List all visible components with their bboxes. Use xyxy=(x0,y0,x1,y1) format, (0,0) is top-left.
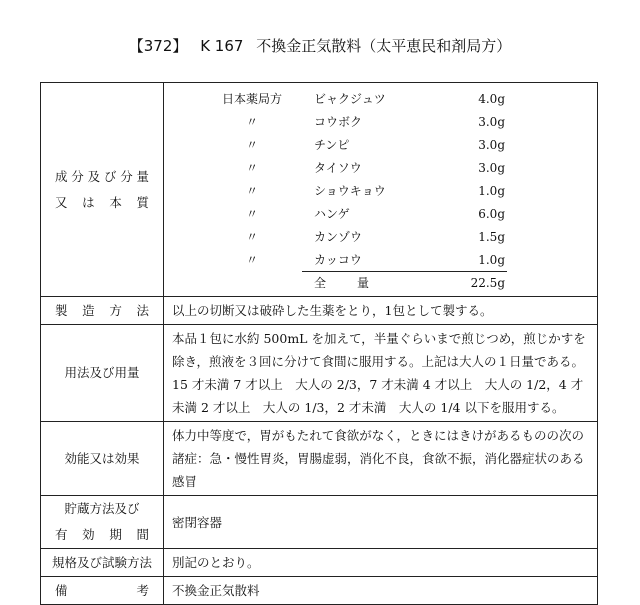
label-char: 質 xyxy=(136,194,149,210)
ingredient-row xyxy=(164,180,594,203)
composition-label xyxy=(41,83,164,297)
storage-label-line1: 貯蔵方法及び xyxy=(64,501,140,516)
monograph-table xyxy=(40,82,598,605)
label-char: 製 xyxy=(55,302,68,318)
label-char: 期 xyxy=(109,527,122,542)
ingredient-amount: 1.5g xyxy=(478,229,505,244)
ingredient-name: カンゾウ xyxy=(314,229,363,244)
label-char: 量 xyxy=(136,168,149,184)
ingredient-amount: 3.0g xyxy=(478,114,505,129)
label-char: 又 xyxy=(55,194,68,210)
ingredient-amount: 3.0g xyxy=(478,160,505,175)
total-label: 量 xyxy=(357,275,370,290)
remarks-text: 不換金正気散料 xyxy=(164,577,598,605)
ingredient-amount: 6.0g xyxy=(478,206,505,221)
ingredient-source: 〃 xyxy=(245,206,258,221)
label-char: 本 xyxy=(109,194,122,210)
efficacy-row xyxy=(41,422,598,496)
storage-text: 密閉容器 xyxy=(164,496,598,549)
ingredient-name: ビャクジュツ xyxy=(314,91,386,106)
ingredient-name: タイソウ xyxy=(314,160,362,175)
composition-value xyxy=(164,83,598,297)
ingredient-source: 〃 xyxy=(245,160,258,175)
label-char: 間 xyxy=(136,527,149,542)
ingredient-amount: 3.0g xyxy=(478,137,505,152)
total-row xyxy=(164,272,594,295)
ingredient-source: 〃 xyxy=(245,252,258,267)
ingredient-source: 〃 xyxy=(245,229,258,244)
label-char: 及 xyxy=(87,168,101,184)
ingredient-name: カッコウ xyxy=(314,252,362,267)
label-char: 方 xyxy=(109,302,122,318)
label-char: 効 xyxy=(82,527,95,542)
label-char: 備 xyxy=(55,582,68,598)
label-char: び xyxy=(103,168,117,184)
efficacy-text: 体力中等度で，胃がもたれて食欲がなく，ときにはきけがあるものの次の諸症：急・慢性胃炎，胃腸虚弱，消化不良，食欲不振，消化器症状のある感冒 xyxy=(164,422,598,496)
manufacturing-row xyxy=(41,297,598,325)
ingredient-source: 〃 xyxy=(245,114,258,129)
monograph-number: 【372】 xyxy=(128,37,188,55)
ingredient-row xyxy=(164,249,594,272)
ingredient-row xyxy=(164,88,594,111)
ingredient-list xyxy=(164,85,597,295)
ingredient-name: ハンゲ xyxy=(314,206,350,221)
ingredient-row xyxy=(164,134,594,157)
formula-title: 不換金正気散料（太平恵民和剤局方） xyxy=(256,37,512,55)
ingredient-source: 〃 xyxy=(245,183,258,198)
specs-row xyxy=(41,549,598,577)
ingredient-amount: 1.0g xyxy=(478,252,505,267)
total-amount: 22.5g xyxy=(470,275,505,290)
ingredient-row xyxy=(164,203,594,226)
ingredient-row xyxy=(164,226,594,249)
storage-label xyxy=(41,496,164,549)
ingredient-amount: 4.0g xyxy=(478,91,505,106)
dosage-text: 本品１包に水約 500mL を加えて，半量ぐらいまで煎じつめ，煎じかすを除き，煎液を３回に分けて食間に服用する。上記は大人の１日量である。15 才未満 7 才以上 大人の 2/3，7 才未満 4 才以上 大人の 1/2，4 才未満 2 才以上 大人の 1/3，2 才未満 大人の 1/4 以下を服用する。 xyxy=(164,325,598,422)
specs-label: 規格及び試験方法 xyxy=(41,549,164,577)
ingredient-source: 日本薬局方 xyxy=(221,91,282,106)
composition-row xyxy=(41,83,598,297)
remarks-row xyxy=(41,577,598,605)
ingredient-name: ショウキョウ xyxy=(314,183,386,198)
dosage-row xyxy=(41,325,598,422)
label-char: 法 xyxy=(136,302,149,318)
label-char: 造 xyxy=(82,302,95,318)
monograph-code: K 167 xyxy=(200,37,244,55)
efficacy-label: 効能又は効果 xyxy=(41,422,164,496)
ingredient-source: 〃 xyxy=(245,137,258,152)
page-title xyxy=(0,35,640,56)
total-label: 全 xyxy=(314,275,327,290)
label-char: 成 xyxy=(55,168,68,184)
dosage-label: 用法及び用量 xyxy=(41,325,164,422)
storage-row xyxy=(41,496,598,549)
ingredient-name: チンピ xyxy=(314,137,350,152)
remarks-label xyxy=(41,577,164,605)
ingredient-amount: 1.0g xyxy=(478,183,505,198)
specs-text: 別記のとおり。 xyxy=(164,549,598,577)
label-char: 分 xyxy=(120,168,133,184)
label-char: 有 xyxy=(55,527,68,542)
label-char: 分 xyxy=(71,168,84,184)
manufacturing-label xyxy=(41,297,164,325)
ingredient-row xyxy=(164,111,594,134)
label-char: は xyxy=(82,194,95,210)
label-char: 考 xyxy=(136,582,149,598)
manufacturing-text: 以上の切断又は破砕した生薬をとり，1包として製する。 xyxy=(164,297,598,325)
ingredient-name: コウボク xyxy=(314,114,363,129)
ingredient-row xyxy=(164,157,594,180)
